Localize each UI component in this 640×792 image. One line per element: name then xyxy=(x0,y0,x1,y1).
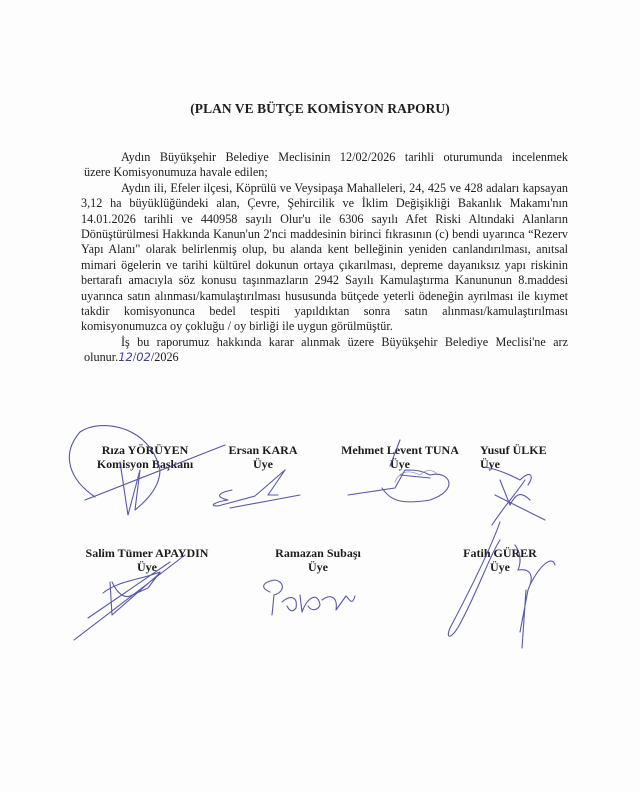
year-text: /2026 xyxy=(150,350,179,365)
paragraph-decision xyxy=(81,181,568,335)
text-line: 14.01.2026 tarihli ve 440958 sayılı Olur'u ile 6306 sayılı Afet Riski Altındaki Alanların xyxy=(81,211,568,226)
text-line: bertarafı amacıyla söz konusu taşınmazların 2942 Sayılı Kamulaştırma Kanununun 8.maddesi xyxy=(81,273,568,288)
text-line: üzere Komisyonumuza havale edilen; xyxy=(84,165,268,180)
signatory-role: Komisyon Başkanı xyxy=(96,457,194,471)
signatory-role: Üye xyxy=(490,560,510,574)
signature-fatih-gurer xyxy=(448,522,555,648)
handwritten-day: 12 xyxy=(118,350,133,365)
document-title: (PLAN VE BÜTÇE KOMİSYON RAPORU) xyxy=(190,101,450,116)
text-line: Aydın ili, Efeler ilçesi, Köprülü ve Veysipaşa Mahalleleri, 24, 425 ve 428 adaları kapsayan xyxy=(121,180,568,195)
text-line: uyarınca satın alınması/kamulaştırılması hususunda bütçede yeterli ödeneğin ayrılması ile kıymet xyxy=(81,288,568,303)
date-line xyxy=(81,350,568,365)
text-line: İş bu raporumuz hakkında karar alınmak üzere Büyükşehir Belediye Meclisi'ne arz xyxy=(121,334,568,349)
paragraph-referral xyxy=(81,150,568,181)
text-line: 3,12 ha büyüklüğündeki alan, Çevre, Şehircilik ve İklim Değişikliği Bakanlık Makamı'nın xyxy=(81,196,568,211)
text-line: Yapı Alanı" olarak belirlenmiş olup, bu alanda kent belleğinin yeniden canlandırılması, anıtsal xyxy=(81,242,568,257)
date-separator: / xyxy=(132,350,137,365)
signatory-chairman xyxy=(80,443,210,471)
document-body xyxy=(81,150,568,366)
signatory-role: Üye xyxy=(480,457,500,471)
text-line: takdir komisyonunca bedel tespiti yapıldıktan sonra satın alınması/kamulaştırılması xyxy=(81,304,568,319)
handwritten-month: 02 xyxy=(136,350,151,365)
signatory-member xyxy=(75,546,219,574)
signatory-role: Üye xyxy=(137,560,157,574)
signatory-name: Rıza YÖRÜYEN xyxy=(101,443,189,457)
paragraph-submission xyxy=(81,335,568,366)
signatory-member xyxy=(268,546,368,574)
text-line: mimari ögelerin ve tarihi kültürel dokunun ortaya çıkarılması, depreme dayanıksız yapı riskinin xyxy=(81,257,568,272)
signature-ersan-kara xyxy=(213,470,300,508)
signatory-member xyxy=(460,546,540,574)
signatory-role: Üye xyxy=(253,457,273,471)
submission-text: olunur. xyxy=(84,350,119,365)
text-line: Dönüştürülmesi Hakkında Kanun'un 2'nci maddesinin birinci fıkrasının (c) bendi uyarınca “Rezerv xyxy=(81,227,568,242)
signatory-member xyxy=(223,443,303,471)
text-line: Aydın Büyükşehir Belediye Meclisinin 12/02/2026 tarihli oturumunda incelenmek xyxy=(121,150,568,164)
signatory-name: Mehmet Levent TUNA xyxy=(341,443,459,457)
signatory-name: Salim Tümer APAYDIN xyxy=(85,546,209,560)
signatory-role: Üye xyxy=(390,457,410,471)
signatory-role: Üye xyxy=(308,560,328,574)
signatory-name: Ramazan Subaşı xyxy=(275,546,361,560)
signatory-name: Yusuf ÜLKE xyxy=(480,443,547,457)
signatory-member xyxy=(332,443,468,471)
signature-ramazan-subasi xyxy=(264,580,355,615)
signature-yusuf-ulke xyxy=(485,467,545,525)
signatory-name: Ersan KARA xyxy=(228,443,298,457)
signatory-member xyxy=(480,443,547,471)
text-line: komisyonumuzca oy çokluğu / oy birliği ile uygun görülmüştür. xyxy=(81,319,393,334)
signatory-name: Fatih GÜRER xyxy=(463,546,537,560)
